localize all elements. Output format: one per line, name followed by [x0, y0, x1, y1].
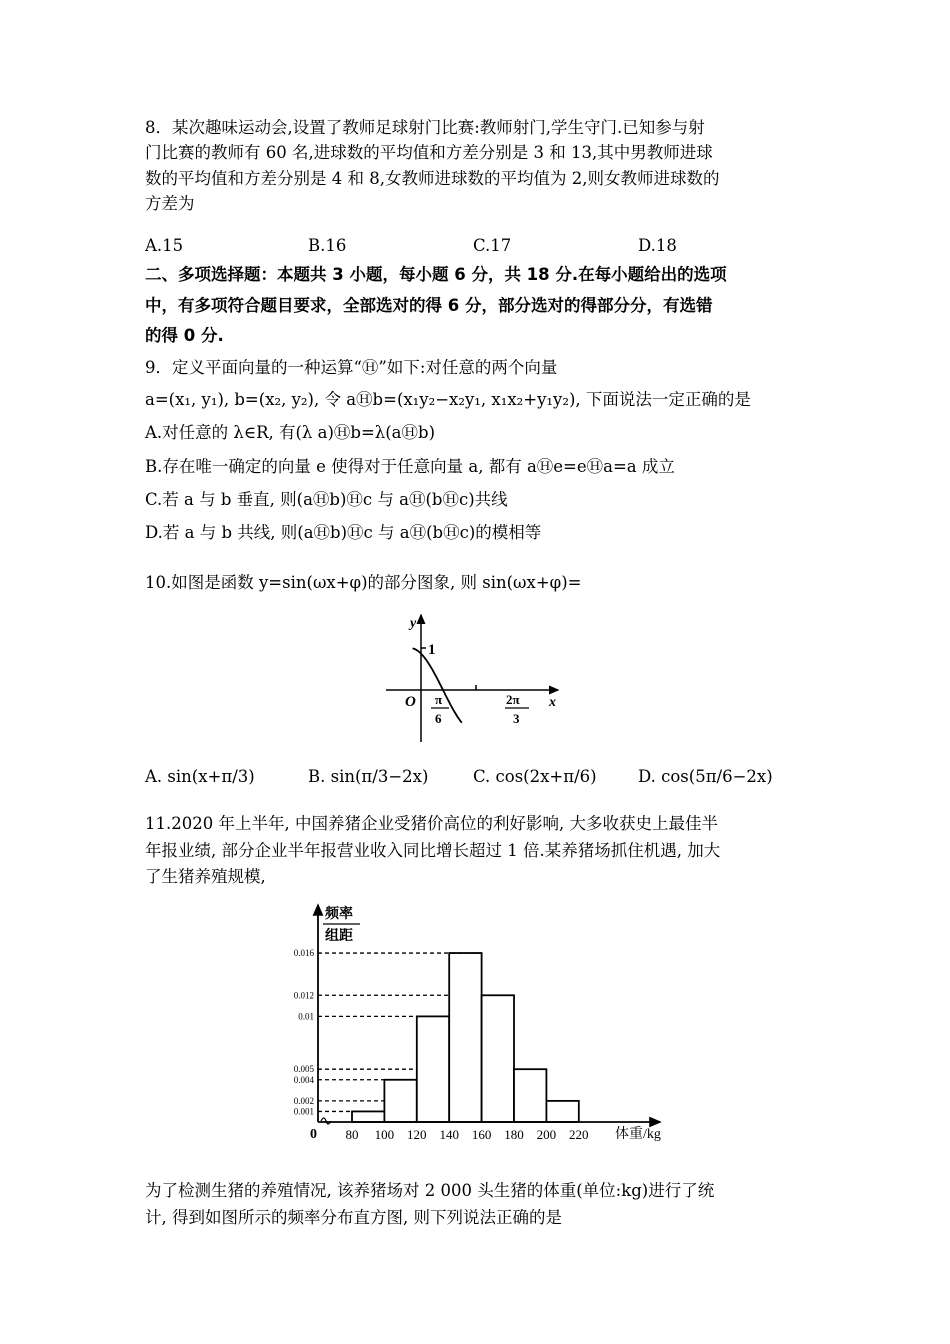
- histogram-ytick-label: 0.01: [298, 1011, 314, 1022]
- q11-line-2: 年报业绩, 部分企业半年报营业收入同比增长超过 1 倍.某养猪场抓住机遇, 加大: [145, 841, 721, 860]
- sine-one-label: 1: [428, 642, 436, 658]
- q8-option-c: C.17: [473, 236, 512, 255]
- histogram-bar: [352, 1111, 384, 1122]
- histogram-ytick-label: 0.012: [293, 990, 314, 1001]
- histogram-xtick-label: 140: [439, 1127, 459, 1142]
- section2-line-1: 二、多项选择题：本题共 3 小题，每小题 6 分，共 18 分.在每小题给出的选项: [145, 265, 727, 284]
- histogram-bar: [546, 1101, 578, 1122]
- histogram-ytick-label: 0.001: [293, 1106, 314, 1117]
- tick-2pi3-num: 2π: [506, 692, 520, 707]
- q9-option-b: B.存在唯一确定的向量 e 使得对于任意向量 a, 都有 aⒽe=eⒽa=a 成立: [145, 457, 675, 476]
- q8-line-4: 方差为: [145, 194, 195, 213]
- histogram-bar: [514, 1069, 546, 1122]
- histogram-ylabel-denominator: 组距: [325, 929, 353, 944]
- sine-origin-label: O: [405, 694, 416, 710]
- histogram-bar: [384, 1080, 416, 1122]
- q9-definition: a=(x₁, y₁), b=(x₂, y₂), 令 aⒽb=(x₁y₂−x₂y₁, x₁x₂+y₁y₂), 下面说法一定正确的是: [145, 390, 751, 409]
- histogram-ytick-label: 0.002: [293, 1095, 314, 1106]
- histogram-xlabel: 体重/kg: [615, 1127, 661, 1142]
- q11-line-3: 了生猪养殖规模,: [145, 867, 266, 886]
- histogram-xtick-label: 100: [374, 1127, 395, 1142]
- q11-after-line-2: 计, 得到如图所示的频率分布直方图, 则下列说法正确的是: [145, 1208, 562, 1227]
- q10-option-a: A. sin(x+π/3): [145, 767, 255, 786]
- sine-x-label: x: [549, 695, 556, 710]
- histogram-bar: [449, 953, 481, 1122]
- sine-y-label: y: [410, 616, 417, 631]
- q10-option-c: C. cos(2x+π/6): [473, 767, 597, 786]
- histogram-xtick-label: 160: [471, 1127, 492, 1142]
- histogram-xtick-label: 180: [504, 1127, 524, 1142]
- histogram: [0, 880, 950, 1160]
- q10-option-b: B. sin(π/3−2x): [308, 767, 429, 786]
- q8-line-3: 数的平均值和方差分别是 4 和 8,女教师进球数的平均值为 2,则女教师进球数的: [145, 169, 720, 188]
- q8-line-1: 8．某次趣味运动会,设置了教师足球射门比赛:教师射门,学生守门.已知参与射: [145, 118, 705, 137]
- histogram-xtick-label: 220: [569, 1127, 589, 1142]
- histogram-origin: 0: [310, 1127, 317, 1142]
- q9-option-c: C.若 a 与 b 垂直, 则(aⒽb)Ⓗc 与 aⒽ(bⒽc)共线: [145, 490, 508, 509]
- q10-stem: 10.如图是函数 y=sin(ωx+φ)的部分图象, 则 sin(ωx+φ)=: [145, 573, 582, 592]
- histogram-ytick-label: 0.016: [293, 948, 314, 959]
- histogram-bar: [482, 995, 514, 1122]
- q9-stem: 9．定义平面向量的一种运算“Ⓗ”如下:对任意的两个向量: [145, 358, 558, 377]
- histogram-xtick-label: 200: [536, 1127, 557, 1142]
- section2-line-3: 的得 0 分.: [145, 326, 224, 345]
- q11-after-line-1: 为了检测生猪的养殖情况, 该养猪场对 2 000 头生猪的体重(单位:kg)进行了统: [145, 1181, 715, 1200]
- q11-line-1: 11.2020 年上半年, 中国养猪企业受猪价高位的利好影响, 大多收获史上最佳半: [145, 814, 718, 833]
- q8-option-d: D.18: [638, 236, 677, 255]
- histogram-ytick-label: 0.005: [293, 1064, 314, 1075]
- histogram-ytick-label: 0.004: [293, 1074, 314, 1085]
- tick-2pi3-den: 3: [513, 711, 520, 726]
- tick-pi6-num: π: [435, 692, 443, 707]
- q9-option-d: D.若 a 与 b 共线, 则(aⒽb)Ⓗc 与 aⒽ(bⒽc)的模相等: [145, 523, 542, 542]
- q8-option-b: B.16: [308, 236, 347, 255]
- axis-break-icon: [321, 1118, 331, 1124]
- histogram-bar: [417, 1016, 449, 1122]
- q8-option-a: A.15: [145, 236, 184, 255]
- histogram-xtick-label: 120: [407, 1127, 427, 1142]
- histogram-ylabel-numerator: 频率: [325, 907, 353, 922]
- section2-line-2: 中，有多项符合题目要求，全部选对的得 6 分，部分选对的得部分分，有选错: [145, 296, 713, 315]
- q9-option-a: A.对任意的 λ∈R, 有(λ a)Ⓗb=λ(aⒽb): [145, 423, 436, 442]
- q10-option-d: D. cos(5π/6−2x): [638, 767, 773, 786]
- histogram-xtick-label: 80: [345, 1127, 359, 1142]
- tick-pi6-den: 6: [435, 711, 442, 726]
- q8-line-2: 门比赛的教师有 60 名,进球数的平均值和方差分别是 3 和 13,其中男教师进球: [145, 143, 713, 162]
